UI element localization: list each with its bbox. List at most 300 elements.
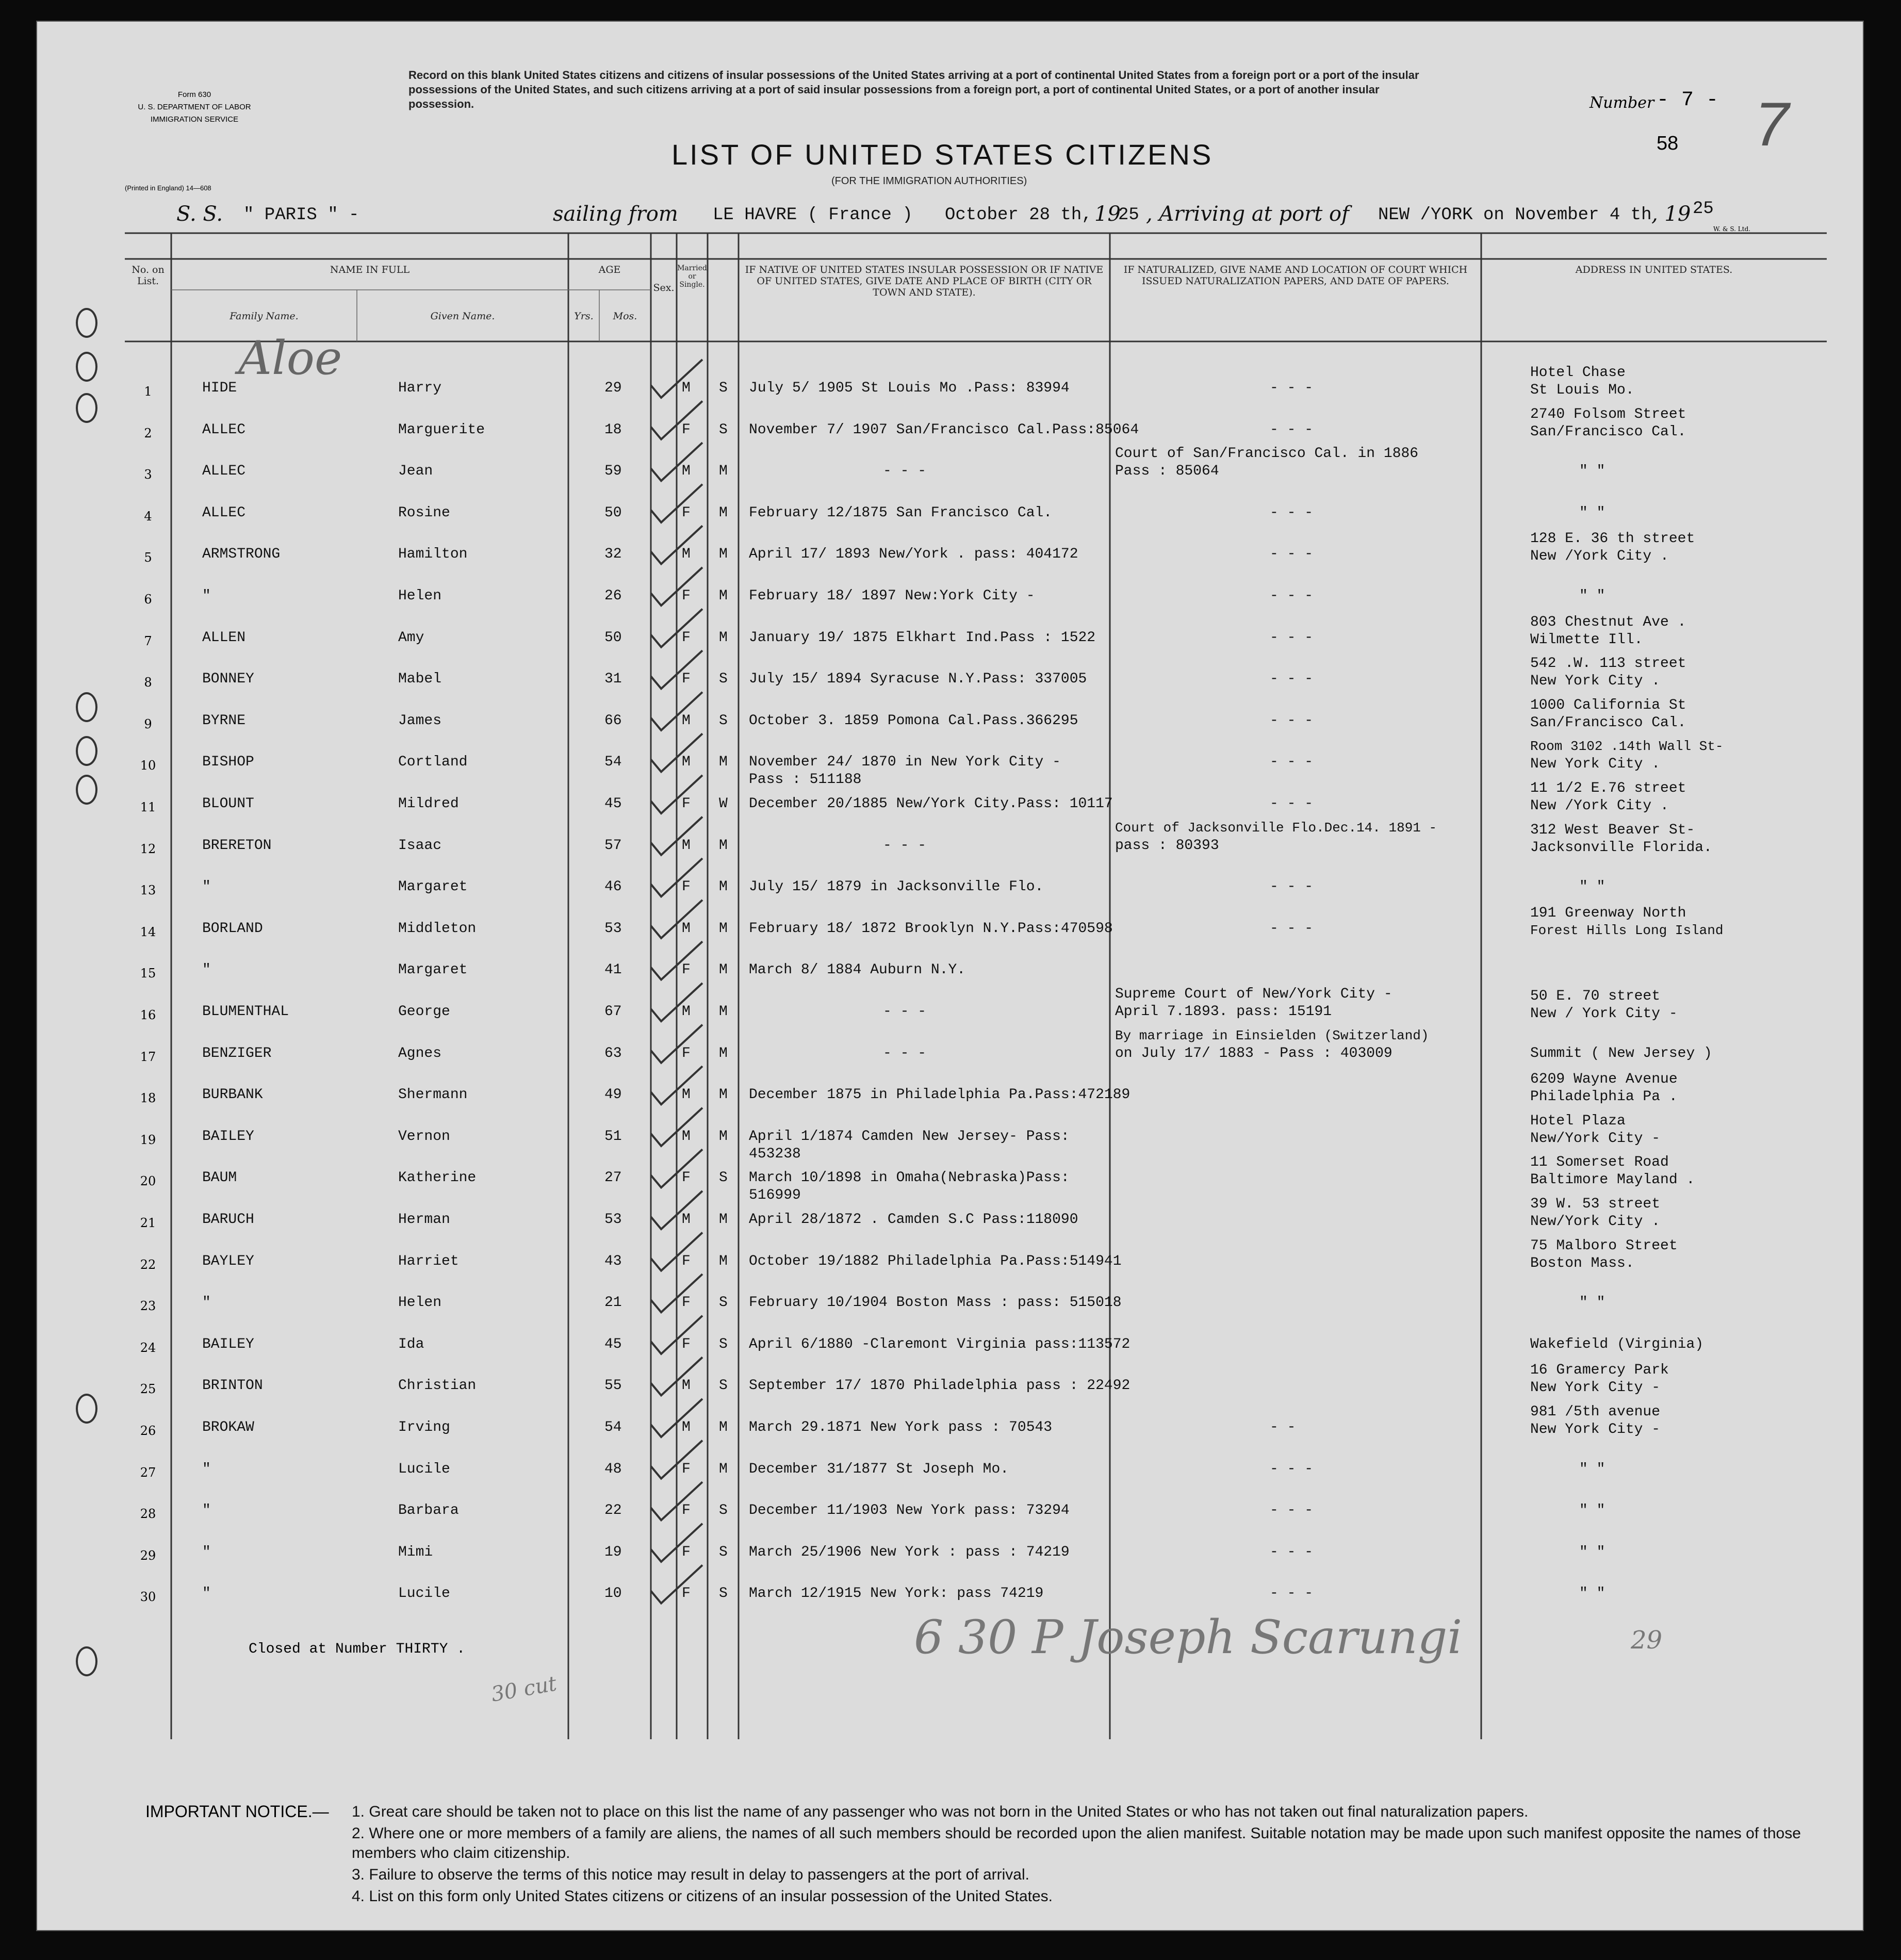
sex: F bbox=[682, 504, 691, 521]
given-name: Barbara bbox=[398, 1502, 459, 1519]
given-name: Lucile bbox=[398, 1461, 450, 1477]
sex: F bbox=[682, 1461, 691, 1477]
birth-info: October 3. 1859 Pomona Cal.Pass.366295 bbox=[749, 712, 1078, 729]
sex: F bbox=[682, 796, 691, 812]
age-years: 53 bbox=[604, 1212, 622, 1228]
row-number: 21 bbox=[140, 1216, 156, 1230]
naturalization-info: - - - bbox=[1270, 421, 1314, 438]
handwritten-number: 7 bbox=[1755, 90, 1789, 159]
col-header-sex: Sex. bbox=[653, 282, 675, 293]
naturalization-info: - - - bbox=[1270, 1461, 1314, 1477]
row-number: 2 bbox=[144, 426, 152, 440]
given-name: Christian bbox=[398, 1378, 477, 1394]
address-line: New York City - bbox=[1530, 1422, 1661, 1438]
row-number: 27 bbox=[140, 1465, 156, 1480]
col-header-family: Family Name. bbox=[230, 311, 299, 322]
family-name: BENZIGER bbox=[202, 1045, 272, 1061]
naturalization-info: - - - bbox=[1270, 796, 1314, 812]
arriving-label: , Arriving at port of bbox=[1146, 202, 1349, 226]
marital-status: M bbox=[719, 837, 728, 854]
ship-name: " PARIS " - bbox=[243, 205, 359, 225]
marital-status: M bbox=[719, 463, 728, 480]
given-name: Shermann bbox=[398, 1087, 468, 1103]
marital-status: M bbox=[719, 1128, 728, 1145]
naturalization-info: - - bbox=[1270, 1419, 1296, 1435]
birth-info: April 6/1880 -Claremont Virginia pass:113572 bbox=[749, 1336, 1130, 1352]
notice-item: 2. Where one or more members of a family are aliens, the names of all such members should be recorded upon the alien manifest. Suitable notation may be made upon such manifest opposite the names of those members who claim citizenship. bbox=[352, 1825, 1801, 1861]
given-name: James bbox=[398, 712, 442, 729]
age-years: 19 bbox=[604, 1544, 622, 1560]
address-line: 191 Greenway North bbox=[1530, 905, 1686, 921]
marital-status: S bbox=[719, 380, 728, 396]
family-name: " bbox=[202, 1502, 211, 1519]
family-name: BLUMENTHAL bbox=[202, 1004, 289, 1020]
naturalization-info: - - - bbox=[1270, 380, 1314, 396]
manifest-page bbox=[36, 21, 1864, 1931]
sex: F bbox=[682, 1544, 691, 1560]
family-name: BORLAND bbox=[202, 920, 263, 937]
number-label: Number bbox=[1589, 94, 1654, 112]
sex: M bbox=[682, 1419, 691, 1435]
address-line: 75 Malboro Street bbox=[1530, 1237, 1678, 1254]
birth-info: 453238 bbox=[749, 1146, 801, 1162]
naturalization-info: Court of San/Francisco Cal. in 1886 bbox=[1115, 446, 1419, 462]
row-number: 16 bbox=[140, 1008, 156, 1022]
naturalization-info: - - - bbox=[1270, 1544, 1314, 1560]
sex: F bbox=[682, 962, 691, 978]
address-line: Forest Hills Long Island bbox=[1530, 922, 1724, 938]
address-line: New/York City . bbox=[1530, 1214, 1661, 1230]
given-name: Helen bbox=[398, 588, 442, 604]
sex: M bbox=[682, 1212, 691, 1228]
given-name: Margaret bbox=[398, 962, 468, 978]
marital-status: S bbox=[719, 1295, 728, 1311]
address-line: 39 W. 53 street bbox=[1530, 1196, 1661, 1212]
ship-prefix: S. S. bbox=[176, 202, 223, 226]
given-name: Mimi bbox=[398, 1544, 433, 1560]
notice-item: 1. Great care should be taken not to place on this list the name of any passenger who was not born in the United States or who has not taken out final naturalization papers. bbox=[352, 1803, 1529, 1820]
age-years: 21 bbox=[604, 1295, 622, 1311]
family-name: BRINTON bbox=[202, 1378, 263, 1394]
sex: M bbox=[682, 754, 691, 771]
birth-info: December 1875 in Philadelphia Pa.Pass:472189 bbox=[749, 1087, 1130, 1103]
family-name: ALLEC bbox=[202, 421, 246, 438]
row-number: 30 bbox=[140, 1590, 156, 1605]
handwritten-count: 29 bbox=[1631, 1626, 1663, 1655]
marital-status: M bbox=[719, 1212, 728, 1228]
birth-info: July 15/ 1894 Syracuse N.Y.Pass: 337005 bbox=[749, 671, 1087, 688]
address-line: " " bbox=[1579, 504, 1605, 521]
row-number: 5 bbox=[144, 550, 152, 565]
birth-info: July 15/ 1879 in Jacksonville Flo. bbox=[749, 879, 1044, 895]
form-instructions: Record on this blank United States citizens and citizens of insular possessions of the United States arriving at a port of continental United States from a foreign port or a port of the insular possessions of the United States, and such citizens arriving at a port of said insular possessions from a foreign port, a port of continental United States, or a port of another insular possession. bbox=[408, 69, 1419, 110]
address-line: " " bbox=[1579, 1502, 1605, 1519]
notice-item: 3. Failure to observe the terms of this notice may result in delay to passengers at the port of arrival. bbox=[352, 1866, 1029, 1883]
birth-info: March 29.1871 New York pass : 70543 bbox=[749, 1419, 1053, 1435]
birth-info: December 20/1885 New/York City.Pass: 10117 bbox=[749, 796, 1113, 812]
address-line: New /York City . bbox=[1530, 548, 1669, 565]
age-years: 55 bbox=[604, 1378, 622, 1394]
age-years: 18 bbox=[604, 421, 622, 438]
address-line: St Louis Mo. bbox=[1530, 382, 1634, 398]
birth-info: 516999 bbox=[749, 1187, 801, 1204]
birth-info: - - - bbox=[883, 463, 927, 480]
age-years: 27 bbox=[604, 1170, 622, 1186]
marital-status: M bbox=[719, 1253, 728, 1269]
sex: F bbox=[682, 1336, 691, 1352]
family-name: BLOUNT bbox=[202, 796, 254, 812]
sheet-number: 58 bbox=[1657, 133, 1679, 154]
age-years: 26 bbox=[604, 588, 622, 604]
given-name: Mildred bbox=[398, 796, 459, 812]
sex: F bbox=[682, 1045, 691, 1061]
naturalization-info: pass : 80393 bbox=[1115, 837, 1219, 854]
row-number: 6 bbox=[144, 592, 152, 607]
row-number: 7 bbox=[144, 633, 152, 648]
address-line: Hotel Chase bbox=[1530, 365, 1626, 381]
row-number: 28 bbox=[140, 1507, 156, 1522]
sex: F bbox=[682, 629, 691, 646]
age-years: 45 bbox=[604, 796, 622, 812]
age-years: 54 bbox=[604, 754, 622, 771]
age-years: 22 bbox=[604, 1502, 622, 1519]
address-line: New York City - bbox=[1530, 1380, 1661, 1396]
sex: F bbox=[682, 1586, 691, 1602]
notice-item: 4. List on this form only United States citizens or citizens of an insular possession of the United States. bbox=[352, 1888, 1053, 1905]
address-line: Boston Mass. bbox=[1530, 1255, 1634, 1271]
address-line: 6209 Wayne Avenue bbox=[1530, 1071, 1678, 1088]
given-name: Rosine bbox=[398, 504, 450, 521]
age-years: 53 bbox=[604, 920, 622, 937]
number-value: - 7 - bbox=[1657, 89, 1719, 112]
sex: F bbox=[682, 1170, 691, 1186]
marital-status: M bbox=[719, 1004, 728, 1020]
sex: M bbox=[682, 837, 691, 854]
address-line: 1000 California St bbox=[1530, 697, 1686, 713]
address-line: 128 E. 36 th street bbox=[1530, 531, 1695, 547]
sex: M bbox=[682, 380, 691, 396]
address-line: 11 Somerset Road bbox=[1530, 1154, 1669, 1171]
family-name: " bbox=[202, 1586, 211, 1602]
address-line: New/York City - bbox=[1530, 1130, 1661, 1147]
age-years: 32 bbox=[604, 546, 622, 563]
sex: F bbox=[682, 588, 691, 604]
row-number: 22 bbox=[140, 1257, 156, 1272]
family-name: BAUM bbox=[202, 1170, 237, 1186]
age-years: 51 bbox=[604, 1128, 622, 1145]
birth-info: September 17/ 1870 Philadelphia pass : 22492 bbox=[749, 1378, 1130, 1394]
naturalization-info: - - - bbox=[1270, 504, 1314, 521]
naturalization-info: on July 17/ 1883 - Pass : 403009 bbox=[1115, 1045, 1392, 1061]
family-name: ALLEN bbox=[202, 629, 246, 646]
handwritten-cut: 30 cut bbox=[489, 1672, 559, 1707]
naturalization-info: Supreme Court of New/York City - bbox=[1115, 986, 1392, 1002]
naturalization-info: - - - bbox=[1270, 629, 1314, 646]
sex: F bbox=[682, 421, 691, 438]
row-number: 19 bbox=[140, 1132, 156, 1147]
col-header-age: AGE bbox=[598, 264, 621, 275]
family-name: " bbox=[202, 879, 211, 895]
age-years: 43 bbox=[604, 1253, 622, 1269]
address-line: Wakefield (Virginia) bbox=[1530, 1336, 1704, 1352]
row-number: 12 bbox=[140, 841, 156, 856]
marital-status: S bbox=[719, 671, 728, 688]
row-number: 3 bbox=[144, 467, 152, 482]
given-name: Vernon bbox=[398, 1128, 450, 1145]
address-line: Baltimore Mayland . bbox=[1530, 1172, 1695, 1188]
arriving-year: 25 bbox=[1693, 199, 1714, 219]
naturalization-info: April 7.1893. pass: 15191 bbox=[1115, 1004, 1332, 1020]
sex: M bbox=[682, 1087, 691, 1103]
sex: M bbox=[682, 920, 691, 937]
naturalization-info: - - - bbox=[1270, 1502, 1314, 1519]
marital-status: S bbox=[719, 712, 728, 729]
address-line: " " bbox=[1579, 588, 1605, 604]
family-name: BARUCH bbox=[202, 1212, 254, 1228]
sex: F bbox=[682, 671, 691, 688]
col-header-mos: Mos. bbox=[613, 311, 637, 322]
birth-info: - - - bbox=[883, 1004, 927, 1020]
address-line: Hotel Plaza bbox=[1530, 1113, 1626, 1129]
birth-info: December 31/1877 St Joseph Mo. bbox=[749, 1461, 1009, 1477]
birth-info: February 18/ 1872 Brooklyn N.Y.Pass:470598 bbox=[749, 920, 1113, 937]
given-name: Cortland bbox=[398, 754, 468, 771]
col-header-married: Married or Single. bbox=[677, 264, 707, 289]
given-name: Amy bbox=[398, 629, 424, 646]
marital-status: S bbox=[719, 421, 728, 438]
birth-info: February 12/1875 San Francisco Cal. bbox=[749, 504, 1053, 521]
birth-info: Pass : 511188 bbox=[749, 772, 862, 788]
naturalization-info: - - - bbox=[1270, 588, 1314, 604]
address-line: San/Francisco Cal. bbox=[1530, 423, 1686, 440]
address-line: 542 .W. 113 street bbox=[1530, 656, 1686, 672]
sex: M bbox=[682, 712, 691, 729]
marital-status: M bbox=[719, 1419, 728, 1435]
row-number: 11 bbox=[140, 800, 156, 814]
family-name: " bbox=[202, 1544, 211, 1560]
given-name: Helen bbox=[398, 1295, 442, 1311]
naturalization-info: - - - bbox=[1270, 671, 1314, 688]
marital-status: M bbox=[719, 504, 728, 521]
page-subtitle: (FOR THE IMMIGRATION AUTHORITIES) bbox=[831, 175, 1027, 187]
birth-info: March 8/ 1884 Auburn N.Y. bbox=[749, 962, 966, 978]
marital-status: W bbox=[719, 796, 728, 812]
marital-status: M bbox=[719, 588, 728, 604]
address-line: New /York City . bbox=[1530, 798, 1669, 814]
row-number: 29 bbox=[140, 1548, 156, 1563]
age-years: 48 bbox=[604, 1461, 622, 1477]
sailing-year: 25 bbox=[1118, 205, 1139, 225]
sex: F bbox=[682, 879, 691, 895]
address-line: 981 /5th avenue bbox=[1530, 1404, 1661, 1420]
marital-status: M bbox=[719, 1045, 728, 1061]
given-name: George bbox=[398, 1004, 450, 1020]
address-line: Summit ( New Jersey ) bbox=[1530, 1045, 1712, 1061]
address-line: Jacksonville Florida. bbox=[1530, 839, 1712, 856]
col-header-yrs: Yrs. bbox=[574, 311, 594, 322]
birth-info: January 19/ 1875 Elkhart Ind.Pass : 1522 bbox=[749, 629, 1096, 646]
marital-status: M bbox=[719, 546, 728, 563]
row-number: 18 bbox=[140, 1091, 156, 1106]
birth-info: November 7/ 1907 San/Francisco Cal.Pass:85064 bbox=[749, 421, 1139, 438]
age-years: 67 bbox=[604, 1004, 622, 1020]
row-number: 17 bbox=[140, 1049, 156, 1064]
page-title: LIST OF UNITED STATES CITIZENS bbox=[671, 138, 1214, 171]
address-line: 2740 Folsom Street bbox=[1530, 406, 1686, 422]
row-number: 26 bbox=[140, 1424, 156, 1438]
row-number: 10 bbox=[140, 758, 156, 773]
family-name: BROKAW bbox=[202, 1419, 254, 1435]
arriving-year-prefix: , 19 bbox=[1651, 202, 1691, 226]
handwritten-signature: 6 30 P Joseph Scarungi bbox=[914, 1610, 1463, 1664]
age-years: 46 bbox=[604, 879, 622, 895]
given-name: Irving bbox=[398, 1419, 450, 1435]
family-name: ALLEC bbox=[202, 463, 246, 480]
naturalization-info: Court of Jacksonville Flo.Dec.14. 1891 - bbox=[1115, 820, 1437, 836]
col-header-address: ADDRESS IN UNITED STATES. bbox=[1575, 264, 1733, 275]
notice-title: IMPORTANT NOTICE.— bbox=[145, 1802, 329, 1821]
age-years: 66 bbox=[604, 712, 622, 729]
col-header-name: NAME IN FULL bbox=[330, 264, 410, 275]
given-name: Hamilton bbox=[398, 546, 468, 563]
marital-status: M bbox=[719, 754, 728, 771]
row-number: 25 bbox=[140, 1382, 156, 1397]
family-name: " bbox=[202, 962, 211, 978]
arriving-port: NEW /YORK on November 4 th bbox=[1378, 205, 1652, 225]
birth-info: November 24/ 1870 in New York City - bbox=[749, 754, 1061, 771]
address-line: Room 3102 .14th Wall St- bbox=[1530, 739, 1724, 755]
sailing-year-prefix: 19 bbox=[1094, 202, 1121, 226]
address-line: 16 Gramercy Park bbox=[1530, 1362, 1669, 1379]
given-name: Marguerite bbox=[398, 421, 485, 438]
birth-info: February 18/ 1897 New:York City - bbox=[749, 588, 1035, 604]
col-header-naturalized: IF NATURALIZED, GIVE NAME AND LOCATION OF COURT WHICH ISSUED NATURALIZATION PAPERS, AND DATE OF PAPERS. bbox=[1123, 264, 1468, 287]
address-line: 50 E. 70 street bbox=[1530, 988, 1661, 1004]
marital-status: M bbox=[719, 879, 728, 895]
row-number: 20 bbox=[140, 1174, 156, 1189]
address-line: Philadelphia Pa . bbox=[1530, 1089, 1678, 1105]
age-years: 59 bbox=[604, 463, 622, 480]
marital-status: S bbox=[719, 1336, 728, 1352]
row-number: 4 bbox=[144, 509, 152, 524]
given-name: Harriet bbox=[398, 1253, 459, 1269]
row-number: 13 bbox=[140, 883, 156, 898]
printed-note: (Printed in England) 14—608 bbox=[125, 184, 211, 192]
marital-status: S bbox=[719, 1544, 728, 1560]
sailing-from: LE HAVRE ( France ) bbox=[713, 205, 913, 225]
family-name: BYRNE bbox=[202, 712, 246, 729]
sailing-date: October 28 th, bbox=[945, 205, 1092, 225]
family-name: " bbox=[202, 588, 211, 604]
given-name: Agnes bbox=[398, 1045, 442, 1061]
given-name: Mabel bbox=[398, 671, 442, 688]
department: U. S. DEPARTMENT OF LABOR bbox=[138, 103, 251, 111]
age-years: 50 bbox=[604, 504, 622, 521]
family-name: BAILEY bbox=[202, 1336, 254, 1352]
address-line: 11 1/2 E.76 street bbox=[1530, 780, 1686, 796]
birth-info: March 12/1915 New York: pass 74219 bbox=[749, 1586, 1044, 1602]
family-name: " bbox=[202, 1295, 211, 1311]
printer-mark: W. & S. Ltd. bbox=[1713, 225, 1751, 233]
marital-status: S bbox=[719, 1170, 728, 1186]
marital-status: S bbox=[719, 1378, 728, 1394]
naturalization-info: - - - bbox=[1270, 754, 1314, 771]
given-name: Jean bbox=[398, 463, 433, 480]
service: IMMIGRATION SERVICE bbox=[150, 115, 239, 124]
birth-info: April 17/ 1893 New/York . pass: 404172 bbox=[749, 546, 1078, 563]
birth-info: April 1/1874 Camden New Jersey- Pass: bbox=[749, 1128, 1070, 1145]
given-name: Ida bbox=[398, 1336, 424, 1352]
given-name: Katherine bbox=[398, 1170, 477, 1186]
closed-at-number: Closed at Number THIRTY . bbox=[249, 1641, 466, 1657]
age-years: 49 bbox=[604, 1087, 622, 1103]
family-name: BONNEY bbox=[202, 671, 254, 688]
naturalization-info: By marriage in Einsielden (Switzerland) bbox=[1115, 1027, 1429, 1043]
address-line: " " bbox=[1579, 1544, 1605, 1560]
naturalization-info: - - - bbox=[1270, 879, 1314, 895]
given-name: Isaac bbox=[398, 837, 442, 854]
birth-info: March 10/1898 in Omaha(Nebraska)Pass: bbox=[749, 1170, 1070, 1186]
sex: F bbox=[682, 1253, 691, 1269]
birth-info: April 28/1872 . Camden S.C Pass:118090 bbox=[749, 1212, 1078, 1228]
sex: M bbox=[682, 463, 691, 480]
handwritten-aloe: Aloe bbox=[238, 331, 342, 385]
address-line: New York City . bbox=[1530, 756, 1661, 773]
age-years: 31 bbox=[604, 671, 622, 688]
family-name: " bbox=[202, 1461, 211, 1477]
birth-info: March 25/1906 New York : pass : 74219 bbox=[749, 1544, 1070, 1560]
sex: M bbox=[682, 1128, 691, 1145]
row-number: 24 bbox=[140, 1340, 156, 1355]
sex: F bbox=[682, 1502, 691, 1519]
family-name: HIDE bbox=[202, 380, 237, 396]
given-name: Margaret bbox=[398, 879, 468, 895]
marital-status: M bbox=[719, 1087, 728, 1103]
birth-info: December 11/1903 New York pass: 73294 bbox=[749, 1502, 1070, 1519]
address-line: " " bbox=[1579, 879, 1605, 895]
family-name: BAYLEY bbox=[202, 1253, 254, 1269]
address-line: New York City . bbox=[1530, 673, 1661, 690]
family-name: ARMSTRONG bbox=[202, 546, 281, 563]
given-name: Harry bbox=[398, 380, 442, 396]
naturalization-info: Pass : 85064 bbox=[1115, 463, 1219, 480]
row-number: 1 bbox=[144, 384, 152, 399]
birth-info: - - - bbox=[883, 837, 927, 854]
address-line: " " bbox=[1579, 1295, 1605, 1311]
sailing-from-label: sailing from bbox=[553, 202, 678, 226]
age-years: 10 bbox=[604, 1586, 622, 1602]
age-years: 63 bbox=[604, 1045, 622, 1061]
given-name: Herman bbox=[398, 1212, 450, 1228]
family-name: BAILEY bbox=[202, 1128, 254, 1145]
col-header-birth: IF NATIVE OF UNITED STATES INSULAR POSSESSION OR IF NATIVE OF UNITED STATES, GIVE DATE AND PLACE OF BIRTH (CITY OR TOWN AND STATE). bbox=[745, 264, 1104, 298]
age-years: 45 bbox=[604, 1336, 622, 1352]
naturalization-info: - - - bbox=[1270, 712, 1314, 729]
marital-status: S bbox=[719, 1502, 728, 1519]
row-number: 14 bbox=[140, 924, 156, 939]
birth-info: - - - bbox=[883, 1045, 927, 1061]
col-header-given: Given Name. bbox=[430, 311, 495, 322]
address-line: Wilmette Ill. bbox=[1530, 631, 1643, 648]
naturalization-info: - - - bbox=[1270, 546, 1314, 563]
sex: F bbox=[682, 1295, 691, 1311]
row-number: 15 bbox=[140, 966, 156, 981]
age-years: 57 bbox=[604, 837, 622, 854]
address-line: " " bbox=[1579, 1461, 1605, 1477]
marital-status: M bbox=[719, 629, 728, 646]
address-line: " " bbox=[1579, 463, 1605, 480]
age-years: 41 bbox=[604, 962, 622, 978]
